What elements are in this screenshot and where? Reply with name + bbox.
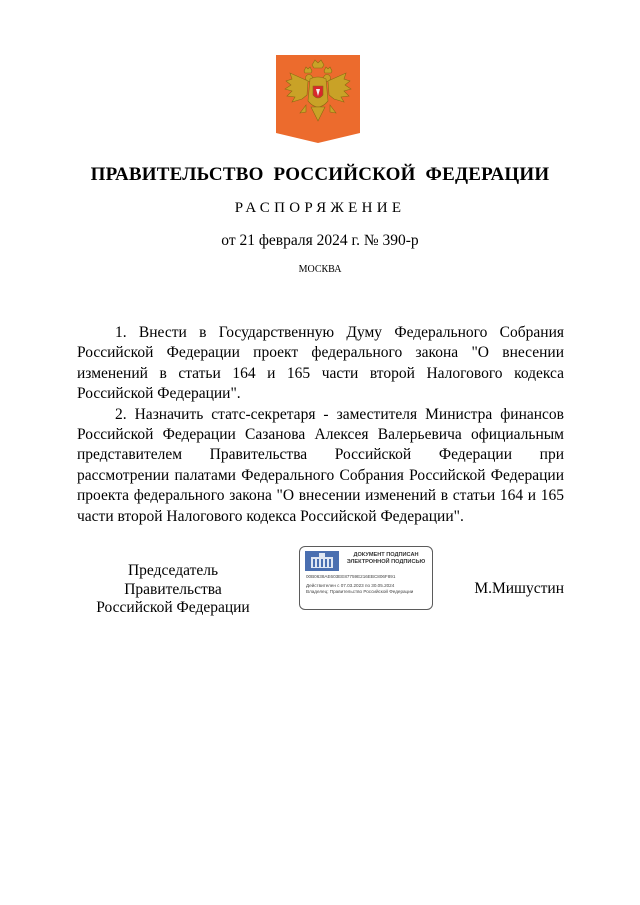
paragraph-1: 1. Внести в Государственную Думу Федерального Собрания Российской Федерации проект федерального закона "О внесении изменений в статьи 164 и 165 части второй Налогового кодекса Российской Федерации".	[77, 324, 564, 403]
document-type: РАСПОРЯЖЕНИЕ	[234, 200, 406, 216]
stamp-title-line-2: ЭЛЕКТРОННОЙ ПОДПИСЬЮ	[346, 559, 426, 565]
government-building-icon	[305, 551, 339, 571]
signatory-position	[78, 562, 268, 618]
document-date-number: от 21 февраля 2024 г. № 390-р	[221, 232, 419, 249]
document-body	[77, 323, 564, 527]
document-city: МОСКВА	[298, 264, 342, 275]
stamp-title	[342, 552, 430, 566]
position-line-1: Председатель Правительства	[124, 562, 222, 598]
certificate-number: 00B0638AE603EE87759E216EBC806F891	[306, 574, 396, 579]
certificate-validity: Действителен с 07.03.2023 по 30.05.2024	[306, 583, 395, 588]
coat-of-arms-icon	[276, 55, 360, 143]
certificate-owner: Владелец: Правительство Российской Федерации	[306, 589, 414, 594]
paragraph-2: 2. Назначить статс-секретаря - заместителя Министра финансов Российской Федерации Сазанова Алексея Валерьевича официальным представителем Правительства Российской Федерации при рассмотрении палатами Федерального Собрания Российской Федерации проекта федерального закона "О внесении изменений в статьи 164 и 165 части второй Налогового кодекса Российской Федерации".	[77, 405, 564, 525]
stamp-title-line-1: ДОКУМЕНТ ПОДПИСАН	[353, 552, 419, 558]
government-title: ПРАВИТЕЛЬСТВО РОССИЙСКОЙ ФЕДЕРАЦИИ	[90, 164, 550, 185]
signatory-name: М.Мишустин	[474, 580, 564, 597]
position-line-2: Российской Федерации	[96, 599, 250, 616]
electronic-signature-stamp	[299, 546, 433, 610]
